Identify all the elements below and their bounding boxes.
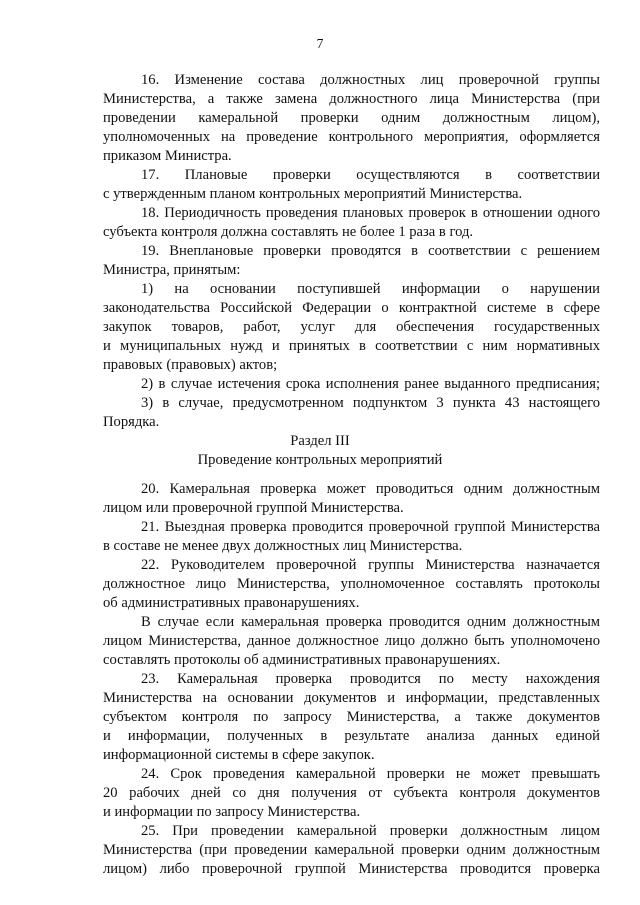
- p22b-line-1: В случае если камеральная проверка проводится одним должностным: [141, 614, 600, 630]
- p19-item1-line-1: 1) на основании поступившей информации о нарушении: [141, 281, 600, 297]
- p19-item1-line-4: и муниципальных нужд и принятых в соответствии с ним нормативных: [103, 338, 600, 354]
- p16-line-3: проведении камеральной проверки одним должностным лицом),: [103, 110, 600, 126]
- p19-item1-line-3: закупок товаров, работ, услуг для обеспечения государственных: [103, 319, 600, 335]
- p17-line-2: с утвержденным планом контрольных мероприятий Министерства.: [103, 186, 523, 202]
- p22b-line-3: составлять протоколы об административных правонарушениях.: [103, 652, 501, 668]
- p21-line-2: в составе не менее двух должностных лиц Министерства.: [103, 538, 463, 554]
- p23-line-2: Министерства на основании документов и информации, представленных: [103, 690, 600, 706]
- p19-item2-line-1: 2) в случае истечения срока исполнения ранее выданного предписания;: [141, 376, 600, 392]
- p18-line-1: 18. Периодичность проведения плановых проверок в отношении одного: [141, 205, 600, 221]
- p24-line-1: 24. Срок проведения камеральной проверки не может превышать: [141, 766, 600, 782]
- page-number: 7: [316, 36, 324, 51]
- p22-line-1: 22. Руководителем проверочной группы Министерства назначается: [141, 557, 600, 573]
- p22-line-2: должностное лицо Министерства, уполномоченное составлять протоколы: [103, 576, 600, 592]
- section-title: Проведение контрольных мероприятий: [197, 452, 443, 468]
- p23-line-3: субъектом контроля по запросу Министерства, а также документов: [103, 709, 600, 725]
- p20-line-1: 20. Камеральная проверка может проводиться одним должностным: [141, 481, 600, 497]
- section-heading: Раздел III: [290, 433, 350, 449]
- p24-line-2: 20 рабочих дней со дня получения от субъекта контроля документов: [103, 785, 600, 801]
- p16-line-2: Министерства, а также замена должностного лица Министерства (при: [103, 91, 600, 107]
- p25-line-3: лицом) либо проверочной группой Министерства проводится проверка: [103, 861, 600, 877]
- p23-line-4: и информации, полученных в результате анализа данных единой: [103, 728, 600, 744]
- p19-item3-line-2: Порядка.: [103, 414, 160, 430]
- p17-line-1: 17. Плановые проверки осуществляются в соответствии: [141, 167, 600, 183]
- p19-line-2: Министра, принятым:: [103, 262, 241, 278]
- p24-line-3: и информации по запросу Министерства.: [103, 804, 361, 820]
- p25-line-2: Министерства (при проведении камеральной проверки одним должностным: [103, 842, 600, 858]
- p23-line-5: информационной системы в сфере закупок.: [103, 747, 375, 763]
- p19-item1-line-5: правовых (правовых) актов;: [103, 357, 278, 373]
- p22-line-3: об административных правонарушениях.: [103, 595, 360, 611]
- p22b-line-2: лицом Министерства, данное должностное лицо должно быть уполномочено: [103, 633, 600, 649]
- p16-line-1: 16. Изменение состава должностных лиц проверочной группы: [141, 72, 600, 88]
- p20-line-2: лицом или проверочной группой Министерства.: [103, 500, 404, 516]
- p19-item3-line-1: 3) в случае, предусмотренном подпунктом 3 пункта 43 настоящего: [141, 395, 600, 411]
- p19-item1-line-2: законодательства Российской Федерации о контрактной системе в сфере: [103, 300, 600, 316]
- p16-line-5: приказом Министра.: [103, 148, 232, 164]
- p18-line-2: субъекта контроля должна составлять не более 1 раза в год.: [103, 224, 474, 240]
- p19-line-1: 19. Внеплановые проверки проводятся в соответствии с решением: [141, 243, 600, 259]
- p25-line-1: 25. При проведении камеральной проверки должностным лицом: [141, 823, 600, 839]
- p23-line-1: 23. Камеральная проверка проводится по месту нахождения: [141, 671, 600, 687]
- p16-line-4: уполномоченных на проведение контрольного мероприятия, оформляется: [103, 129, 600, 145]
- p21-line-1: 21. Выездная проверка проводится проверочной группой Министерства: [141, 519, 600, 535]
